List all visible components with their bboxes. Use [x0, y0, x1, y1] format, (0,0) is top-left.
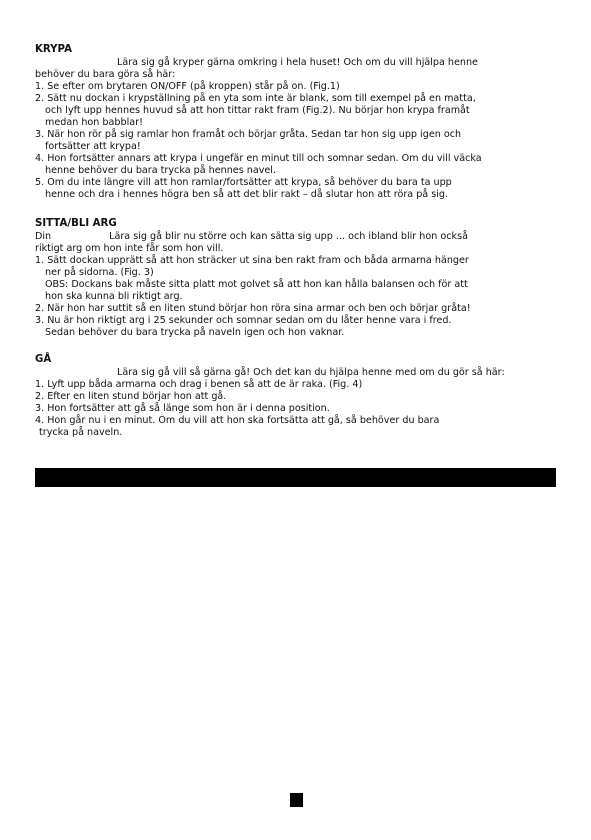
list-item: 2. När hon har suttit så en liten stund börjar hon röra sina armar och ben och börjar gråta!: [35, 303, 471, 314]
list-item-continuation: och lyft upp hennes huvud så att hon tittar rakt fram (Fig.2). Nu börjar hon krypa framåt: [45, 105, 470, 116]
list-item-continuation: henne och dra i hennes högra ben så att det blir rakt – då slutar hon att röra på sig.: [45, 189, 449, 200]
list-item: 1. Lyft upp båda armarna och drag i benen så att de är raka. (Fig. 4): [35, 379, 363, 390]
list-item: 2. Efter en liten stund börjar hon att gå.: [35, 391, 227, 402]
section-title-sitta: SITTA/BLI ARG: [35, 218, 117, 229]
section-krypa: [35, 44, 555, 201]
paragraph-line: behöver du bara göra så här:: [35, 69, 176, 80]
list-item: 2. Sätt nu dockan i krypställning på en yta som inte är blank, som till exempel på en matta,: [35, 93, 476, 104]
list-item-continuation: Sedan behöver du bara trycka på naveln igen och hon vaknar.: [45, 327, 345, 338]
list-item-continuation: fortsätter att krypa!: [45, 141, 141, 152]
page-marker: [290, 793, 303, 807]
note-line: OBS: Dockans bak måste sitta platt mot golvet så att hon kan hålla balansen och för att: [45, 279, 468, 290]
instruction-page: [35, 44, 555, 439]
list-item: 4. Hon går nu i en minut. Om du vill att hon ska fortsätta att gå, så behöver du bara: [35, 415, 440, 426]
intro-prefix: Din: [35, 231, 52, 242]
section-title-ga: GÅ: [35, 354, 52, 365]
section-sitta: [35, 218, 555, 339]
paragraph-line: [35, 231, 555, 243]
list-item: 1. Se efter om brytaren ON/OFF (på kroppen) står på on. (Fig.1): [35, 81, 340, 92]
paragraph-line: riktigt arg om hon inte får som hon vill.: [35, 243, 224, 254]
list-item: 3. Hon fortsätter att gå så länge som hon är i denna position.: [35, 403, 330, 414]
black-divider-bar: [35, 468, 556, 487]
list-item: 3. När hon rör på sig ramlar hon framåt och börjar gråta. Sedan tar hon sig upp igen och: [35, 129, 462, 140]
section-ga: [35, 354, 555, 439]
list-item: 1. Sätt dockan upprätt så att hon sträcker ut sina ben rakt fram och båda armarna hänger: [35, 255, 469, 266]
list-item: 3. Nu är hon riktigt arg i 25 sekunder och somnar sedan om du låter henne vara i fred.: [35, 315, 452, 326]
intro-text: Lära sig gå blir nu större och kan sätta sig upp ... och ibland blir hon också: [109, 231, 468, 242]
paragraph-line: Lära sig gå kryper gärna omkring i hela huset! Och om du vill hjälpa henne: [117, 57, 478, 68]
list-item-continuation: trycka på naveln.: [39, 427, 123, 438]
paragraph-line: Lära sig gå vill så gärna gå! Och det kan du hjälpa henne med om du gör så här:: [117, 367, 505, 378]
list-item-continuation: ner på sidorna. (Fig. 3): [45, 267, 154, 278]
list-item: 4. Hon fortsätter annars att krypa i ungefär en minut till och somnar sedan. Om du vill väcka: [35, 153, 482, 164]
section-title-krypa: KRYPA: [35, 44, 72, 55]
list-item: 5. Om du inte längre vill att hon ramlar/fortsätter att krypa, så behöver du bara ta upp: [35, 177, 452, 188]
list-item-continuation: medan hon babblar!: [45, 117, 143, 128]
list-item-continuation: henne behöver du bara trycka på hennes navel.: [45, 165, 277, 176]
note-line: hon ska kunna bli riktigt arg.: [45, 291, 183, 302]
